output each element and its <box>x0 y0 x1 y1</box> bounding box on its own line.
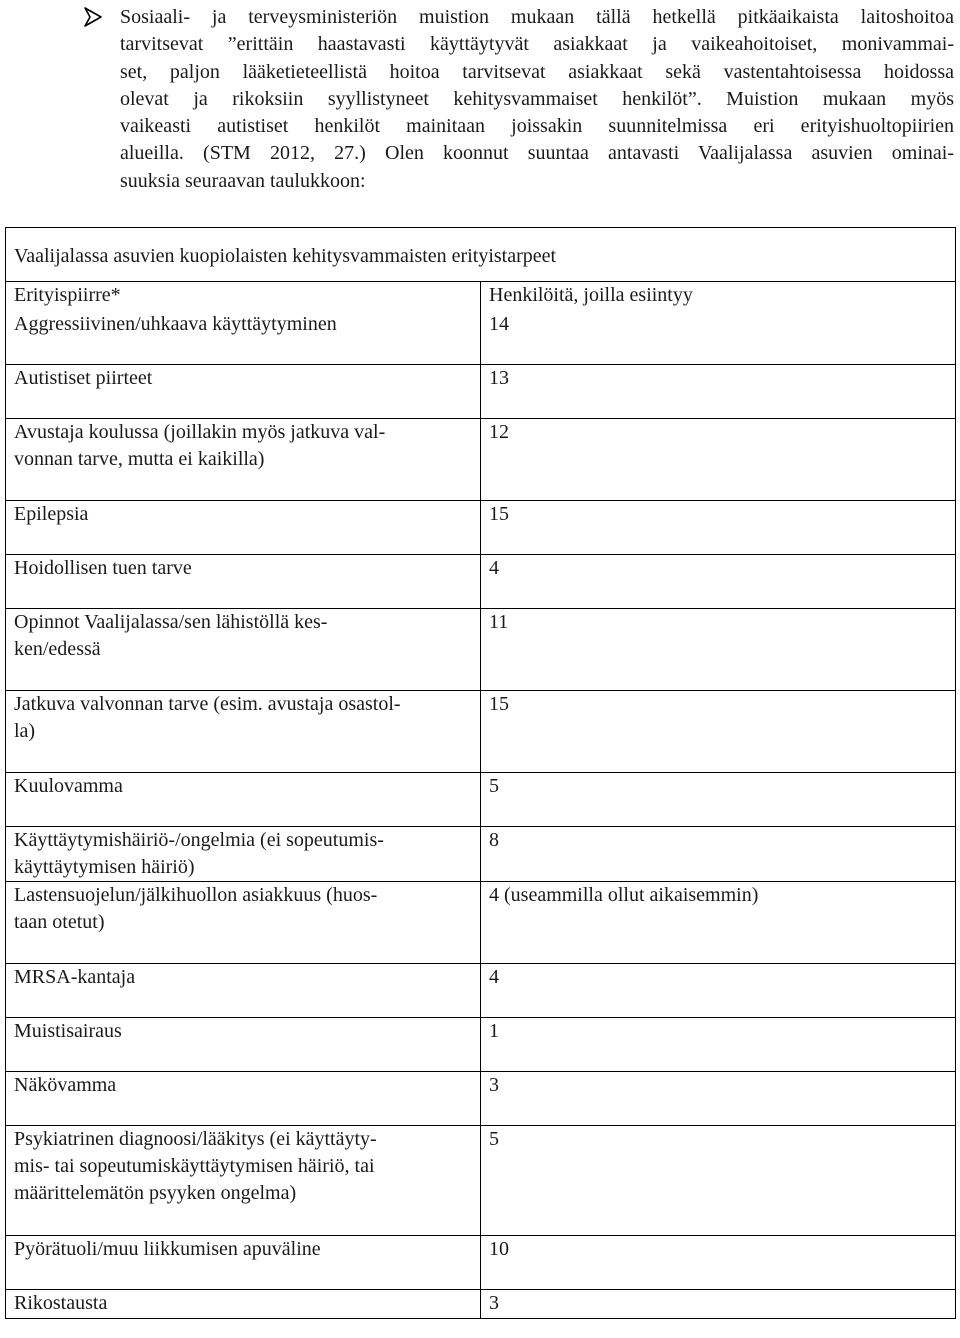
table-cell-count: 8 <box>481 827 956 882</box>
bullet-line: suuksia seuraavan taulukkoon: <box>120 169 366 192</box>
bullet-line: vaikeasti autistiset henkilöt mainitaan joissakin suunnitelmissa eri erityishuoltopiirien <box>120 115 954 138</box>
table-row <box>6 1236 956 1290</box>
bullet-paragraph <box>82 4 954 195</box>
table-row <box>6 311 956 365</box>
table-cell-feature: Autistiset piirteet <box>6 365 481 419</box>
column-header-count: Henkilöitä, joilla esiintyy <box>481 282 956 311</box>
table-row <box>6 555 956 609</box>
bullet-line: alueilla. (STM 2012, 27.) Olen koonnut suuntaa antavasti Vaalijalassa asuvien ominai- <box>120 142 954 165</box>
table-cell-count: 10 <box>481 1236 956 1290</box>
bullet-line: tarvitsevat ”erittäin haastavasti käyttäytyvät asiakkaat ja vaikeahoitoiset, monivammai- <box>120 33 954 56</box>
bullet-line: set, paljon lääketieteellistä hoitoa tarvitsevat asiakkaat sekä vastentahtoisessa hoidossa <box>120 60 954 83</box>
table-row <box>6 827 956 882</box>
table-row <box>6 1018 956 1072</box>
table-cell-feature: Muistisairaus <box>6 1018 481 1072</box>
table-row <box>6 501 956 555</box>
table-cell-feature: Rikostausta <box>6 1290 481 1319</box>
bullet-line: olevat ja rikoksiin syyllistyneet kehitysvammaiset henkilöt”. Muistion mukaan myös <box>120 87 954 110</box>
table-cell-count: 4 (useammilla ollut aikaisemmin) <box>481 882 956 964</box>
table-row <box>6 365 956 419</box>
table-cell-feature: Aggressiivinen/uhkaava käyttäytyminen <box>6 311 481 365</box>
table-cell-feature: Psykiatrinen diagnoosi/lääkitys (ei käyttäyty- mis- tai sopeutumiskäyttäytymisen häiriö, tai määrittelemätön psyyken ongelma) <box>6 1126 481 1236</box>
table-row <box>6 419 956 501</box>
table-cell-feature: MRSA-kantaja <box>6 964 481 1018</box>
table-row <box>6 691 956 773</box>
table-row <box>6 964 956 1018</box>
table-row <box>6 882 956 964</box>
table-cell-feature: Käyttäytymishäiriö-/ongelmia (ei sopeutumis- käyttäytymisen häiriö) <box>6 827 481 882</box>
table-cell-count: 4 <box>481 555 956 609</box>
table-cell-feature: Lastensuojelun/jälkihuollon asiakkuus (huos- taan otetut) <box>6 882 481 964</box>
table-cell-feature: Jatkuva valvonnan tarve (esim. avustaja osastol- la) <box>6 691 481 773</box>
table-caption: Vaalijalassa asuvien kuopiolaisten kehitysvammaisten erityistarpeet <box>6 228 956 282</box>
table-cell-count: 13 <box>481 365 956 419</box>
table-row <box>6 773 956 827</box>
needs-table <box>5 227 956 1319</box>
bullet-text <box>120 4 954 195</box>
table-cell-count: 15 <box>481 501 956 555</box>
bullet-line: Sosiaali- ja terveysministeriön muistion mukaan tällä hetkellä pitkäaikaista laitoshoitoa <box>120 6 954 28</box>
table-row <box>6 1126 956 1236</box>
table-row <box>6 609 956 691</box>
table-cell-count: 15 <box>481 691 956 773</box>
table-cell-feature: Kuulovamma <box>6 773 481 827</box>
table-cell-feature: Avustaja koulussa (joillakin myös jatkuva val- vonnan tarve, mutta ei kaikilla) <box>6 419 481 501</box>
table-caption-row <box>6 228 956 282</box>
arrow-bullet-icon <box>82 6 104 28</box>
table-cell-count: 3 <box>481 1290 956 1319</box>
table-cell-feature: Näkövamma <box>6 1072 481 1126</box>
table-cell-count: 14 <box>481 311 956 365</box>
table-cell-count: 11 <box>481 609 956 691</box>
table-cell-feature: Opinnot Vaalijalassa/sen lähistöllä kes- ken/edessä <box>6 609 481 691</box>
table-cell-count: 3 <box>481 1072 956 1126</box>
table-row <box>6 1290 956 1319</box>
table-cell-count: 4 <box>481 964 956 1018</box>
table-cell-count: 1 <box>481 1018 956 1072</box>
table-row <box>6 1072 956 1126</box>
table-header-row <box>6 282 956 311</box>
table-cell-feature: Pyörätuoli/muu liikkumisen apuväline <box>6 1236 481 1290</box>
table-cell-feature: Hoidollisen tuen tarve <box>6 555 481 609</box>
table-cell-count: 5 <box>481 1126 956 1236</box>
table-cell-count: 12 <box>481 419 956 501</box>
table-cell-feature: Epilepsia <box>6 501 481 555</box>
column-header-feature: Erityispiirre* <box>6 282 481 311</box>
table-cell-count: 5 <box>481 773 956 827</box>
